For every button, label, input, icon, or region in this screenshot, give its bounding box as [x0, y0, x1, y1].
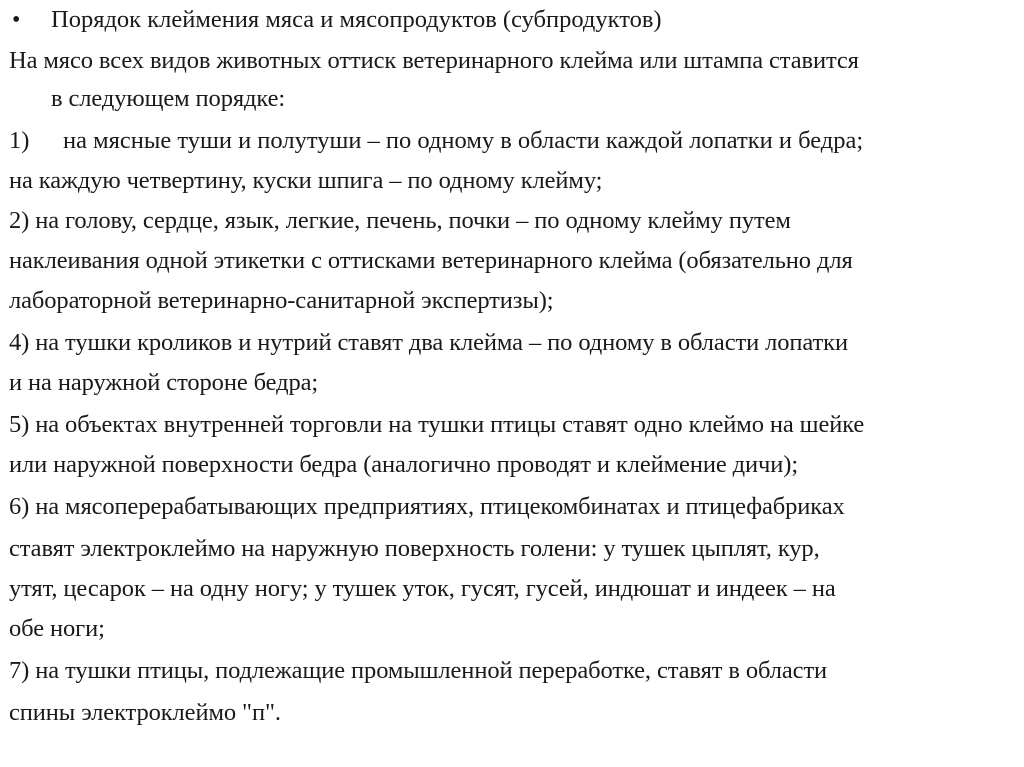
bullet-icon: •: [12, 7, 21, 33]
item-1-continuation: на каждую четвертину, куски шпига – по одному клейму;: [9, 167, 603, 194]
item-6-line-4: обе ноги;: [9, 615, 105, 642]
slide-heading: Порядок клеймения мяса и мясопродуктов (субпродуктов): [51, 6, 662, 33]
item-1-number: 1): [9, 127, 30, 154]
item-5-line-2: или наружной поверхности бедра (аналогично проводят и клеймение дичи);: [9, 451, 799, 478]
item-7-line-1: 7) на тушки птицы, подлежащие промышленной переработке, ставят в области: [9, 657, 828, 684]
item-4-line-1: 4) на тушки кроликов и нутрий ставят два клейма – по одному в области лопатки: [9, 329, 848, 356]
intro-line-2: в следующем порядке:: [51, 85, 286, 112]
item-2-line-1: 2) на голову, сердце, язык, легкие, печень, почки – по одному клейму путем: [9, 207, 791, 234]
item-4-line-2: и на наружной стороне бедра;: [9, 369, 319, 396]
item-2-line-2: наклеивания одной этикетки с оттисками ветеринарного клейма (обязательно для: [9, 247, 853, 274]
item-6-line-1: 6) на мясоперерабатывающих предприятиях, птицекомбинатах и птицефабриках: [9, 493, 845, 520]
item-6-line-2: ставят электроклеймо на наружную поверхность голени: у тушек цыплят, кур,: [9, 535, 820, 562]
item-2-line-3: лабораторной ветеринарно-санитарной экспертизы);: [9, 287, 554, 314]
item-7-line-2: спины электроклеймо "п".: [9, 699, 281, 726]
item-1-text: на мясные туши и полутуши – по одному в области каждой лопатки и бедра;: [63, 127, 864, 154]
item-6-line-3: утят, цесарок – на одну ногу; у тушек уток, гусят, гусей, индюшат и индеек – на: [9, 575, 836, 602]
item-5-line-1: 5) на объектах внутренней торговли на тушки птицы ставят одно клеймо на шейке: [9, 411, 865, 438]
intro-line-1: На мясо всех видов животных оттиск ветеринарного клейма или штампа ставится: [9, 47, 859, 74]
